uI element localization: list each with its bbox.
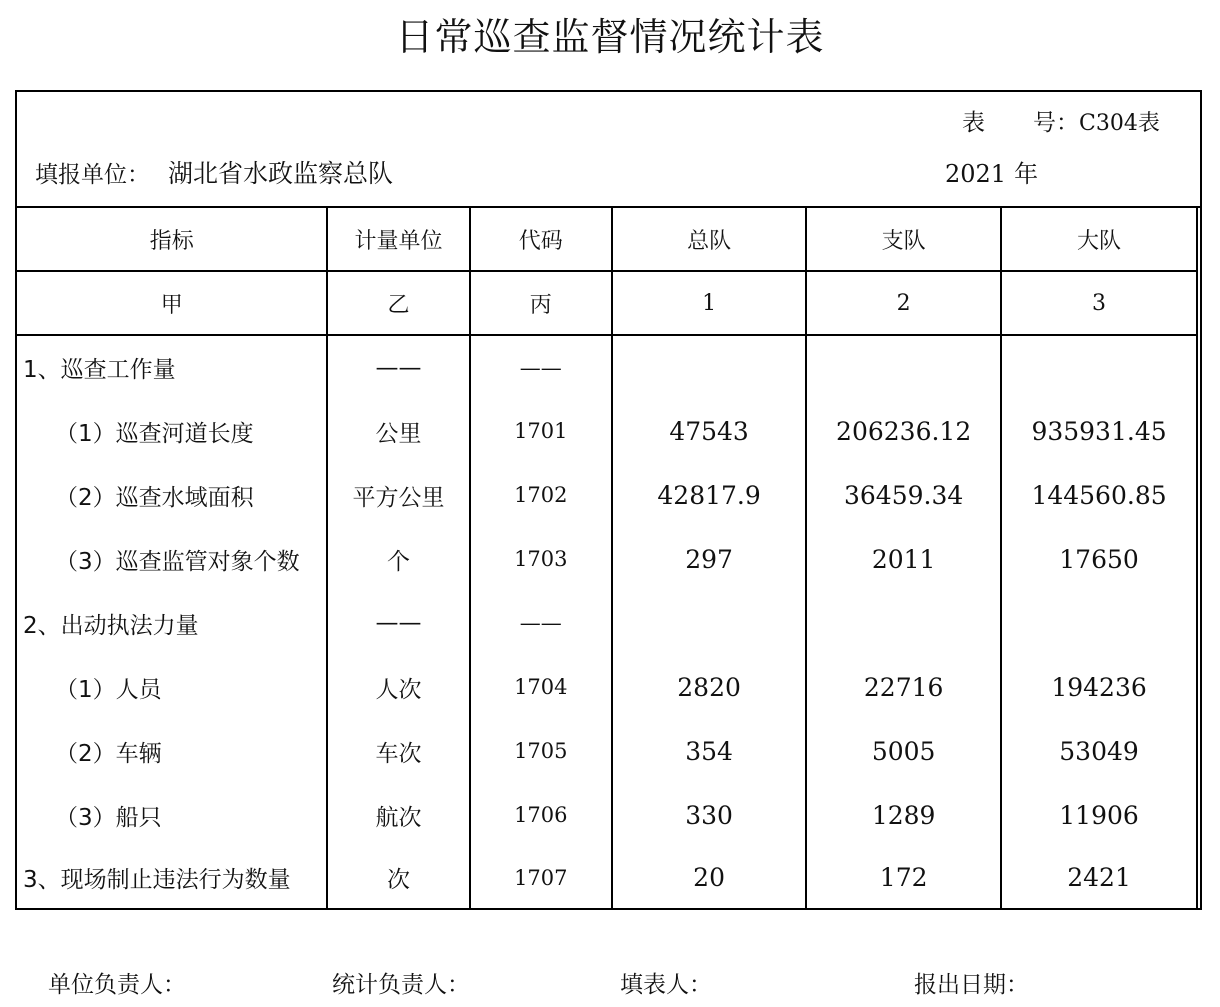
value-cell-zongdui: 42817.9 bbox=[612, 463, 806, 527]
table-row bbox=[16, 399, 1197, 463]
column-header: 代码 bbox=[470, 207, 612, 271]
form-number-label2: 号： bbox=[1033, 110, 1079, 136]
value-cell-dadui: 144560.85 bbox=[1001, 463, 1197, 527]
code-cell: 1705 bbox=[470, 719, 612, 783]
column-header: 支队 bbox=[806, 207, 1001, 271]
value-cell-zhidui: 172 bbox=[806, 847, 1001, 909]
table-row bbox=[16, 783, 1197, 847]
code-cell: 1706 bbox=[470, 783, 612, 847]
value-cell-dadui: 53049 bbox=[1001, 719, 1197, 783]
indicator-cell: （3）船只 bbox=[16, 783, 327, 847]
value-cell-dadui: 935931.45 bbox=[1001, 399, 1197, 463]
header-row bbox=[16, 207, 1197, 271]
unit-cell: 公里 bbox=[327, 399, 469, 463]
value-cell-zhidui bbox=[806, 591, 1001, 655]
table-row bbox=[16, 847, 1197, 909]
indicator-cell: （1）人员 bbox=[16, 655, 327, 719]
filler-label: 填表人： bbox=[620, 972, 712, 998]
value-cell-zhidui: 5005 bbox=[806, 719, 1001, 783]
unit-cell: 车次 bbox=[327, 719, 469, 783]
value-cell-dadui: 2421 bbox=[1001, 847, 1197, 909]
form-number-value: C304表 bbox=[1079, 111, 1160, 136]
column-code: 乙 bbox=[327, 271, 469, 335]
unit-cell: 航次 bbox=[327, 783, 469, 847]
report-date-label: 报出日期： bbox=[914, 972, 1029, 998]
column-code: 1 bbox=[612, 271, 806, 335]
indicator-cell: （2）巡查水域面积 bbox=[16, 463, 327, 527]
page-title: 日常巡查监督情况统计表 bbox=[395, 15, 825, 59]
unit-cell: —— bbox=[327, 335, 469, 399]
code-cell: —— bbox=[470, 335, 612, 399]
column-header: 计量单位 bbox=[327, 207, 469, 271]
value-cell-dadui: 17650 bbox=[1001, 527, 1197, 591]
value-cell-dadui bbox=[1001, 591, 1197, 655]
value-cell-zongdui: 20 bbox=[612, 847, 806, 909]
value-cell-zongdui: 297 bbox=[612, 527, 806, 591]
value-cell-dadui: 11906 bbox=[1001, 783, 1197, 847]
value-cell-zongdui bbox=[612, 591, 806, 655]
column-header: 指标 bbox=[16, 207, 327, 271]
value-cell-zhidui: 1289 bbox=[806, 783, 1001, 847]
value-cell-zongdui: 330 bbox=[612, 783, 806, 847]
form-header bbox=[17, 92, 1200, 208]
indicator-cell: （3）巡查监管对象个数 bbox=[16, 527, 327, 591]
value-cell-zhidui: 206236.12 bbox=[806, 399, 1001, 463]
column-code: 甲 bbox=[16, 271, 327, 335]
column-header: 大队 bbox=[1001, 207, 1197, 271]
indicator-cell: （2）车辆 bbox=[16, 719, 327, 783]
signature-footer bbox=[0, 966, 1220, 1000]
table-row bbox=[16, 527, 1197, 591]
column-header: 总队 bbox=[612, 207, 806, 271]
unit-cell: —— bbox=[327, 591, 469, 655]
unit-cell: 平方公里 bbox=[327, 463, 469, 527]
indicator-cell: （1）巡查河道长度 bbox=[16, 399, 327, 463]
column-code-row bbox=[16, 271, 1197, 335]
unit-cell: 人次 bbox=[327, 655, 469, 719]
column-code: 2 bbox=[806, 271, 1001, 335]
filing-unit-label: 填报单位： bbox=[35, 162, 150, 188]
value-cell-zongdui: 2820 bbox=[612, 655, 806, 719]
indicator-cell: 1、巡查工作量 bbox=[16, 335, 327, 399]
code-cell: 1707 bbox=[470, 847, 612, 909]
form-number-label: 表 bbox=[962, 110, 985, 136]
indicator-cell: 2、出动执法力量 bbox=[16, 591, 327, 655]
statistics-table bbox=[15, 206, 1198, 910]
table-row bbox=[16, 335, 1197, 399]
value-cell-zongdui: 354 bbox=[612, 719, 806, 783]
filing-unit bbox=[35, 154, 393, 190]
column-code: 3 bbox=[1001, 271, 1197, 335]
value-cell-zhidui: 22716 bbox=[806, 655, 1001, 719]
report-year bbox=[945, 154, 1038, 189]
filing-unit-name: 湖北省水政监察总队 bbox=[168, 159, 394, 188]
table-row bbox=[16, 591, 1197, 655]
year-suffix: 年 bbox=[1014, 160, 1039, 188]
code-cell: —— bbox=[470, 591, 612, 655]
table-row bbox=[16, 463, 1197, 527]
indicator-cell: 3、现场制止违法行为数量 bbox=[16, 847, 327, 909]
column-code: 丙 bbox=[470, 271, 612, 335]
statistics-form bbox=[15, 90, 1202, 910]
table-row bbox=[16, 655, 1197, 719]
unit-head-label: 单位负责人： bbox=[48, 972, 186, 998]
value-cell-zongdui bbox=[612, 335, 806, 399]
code-cell: 1704 bbox=[470, 655, 612, 719]
value-cell-zhidui bbox=[806, 335, 1001, 399]
value-cell-zongdui: 47543 bbox=[612, 399, 806, 463]
code-cell: 1701 bbox=[470, 399, 612, 463]
stats-head-label: 统计负责人： bbox=[332, 972, 470, 998]
code-cell: 1702 bbox=[470, 463, 612, 527]
value-cell-dadui: 194236 bbox=[1001, 655, 1197, 719]
year-value: 2021 bbox=[945, 160, 1007, 188]
table-row bbox=[16, 719, 1197, 783]
value-cell-zhidui: 2011 bbox=[806, 527, 1001, 591]
unit-cell: 次 bbox=[327, 847, 469, 909]
code-cell: 1703 bbox=[470, 527, 612, 591]
value-cell-zhidui: 36459.34 bbox=[806, 463, 1001, 527]
form-number bbox=[962, 104, 1160, 137]
unit-cell: 个 bbox=[327, 527, 469, 591]
value-cell-dadui bbox=[1001, 335, 1197, 399]
